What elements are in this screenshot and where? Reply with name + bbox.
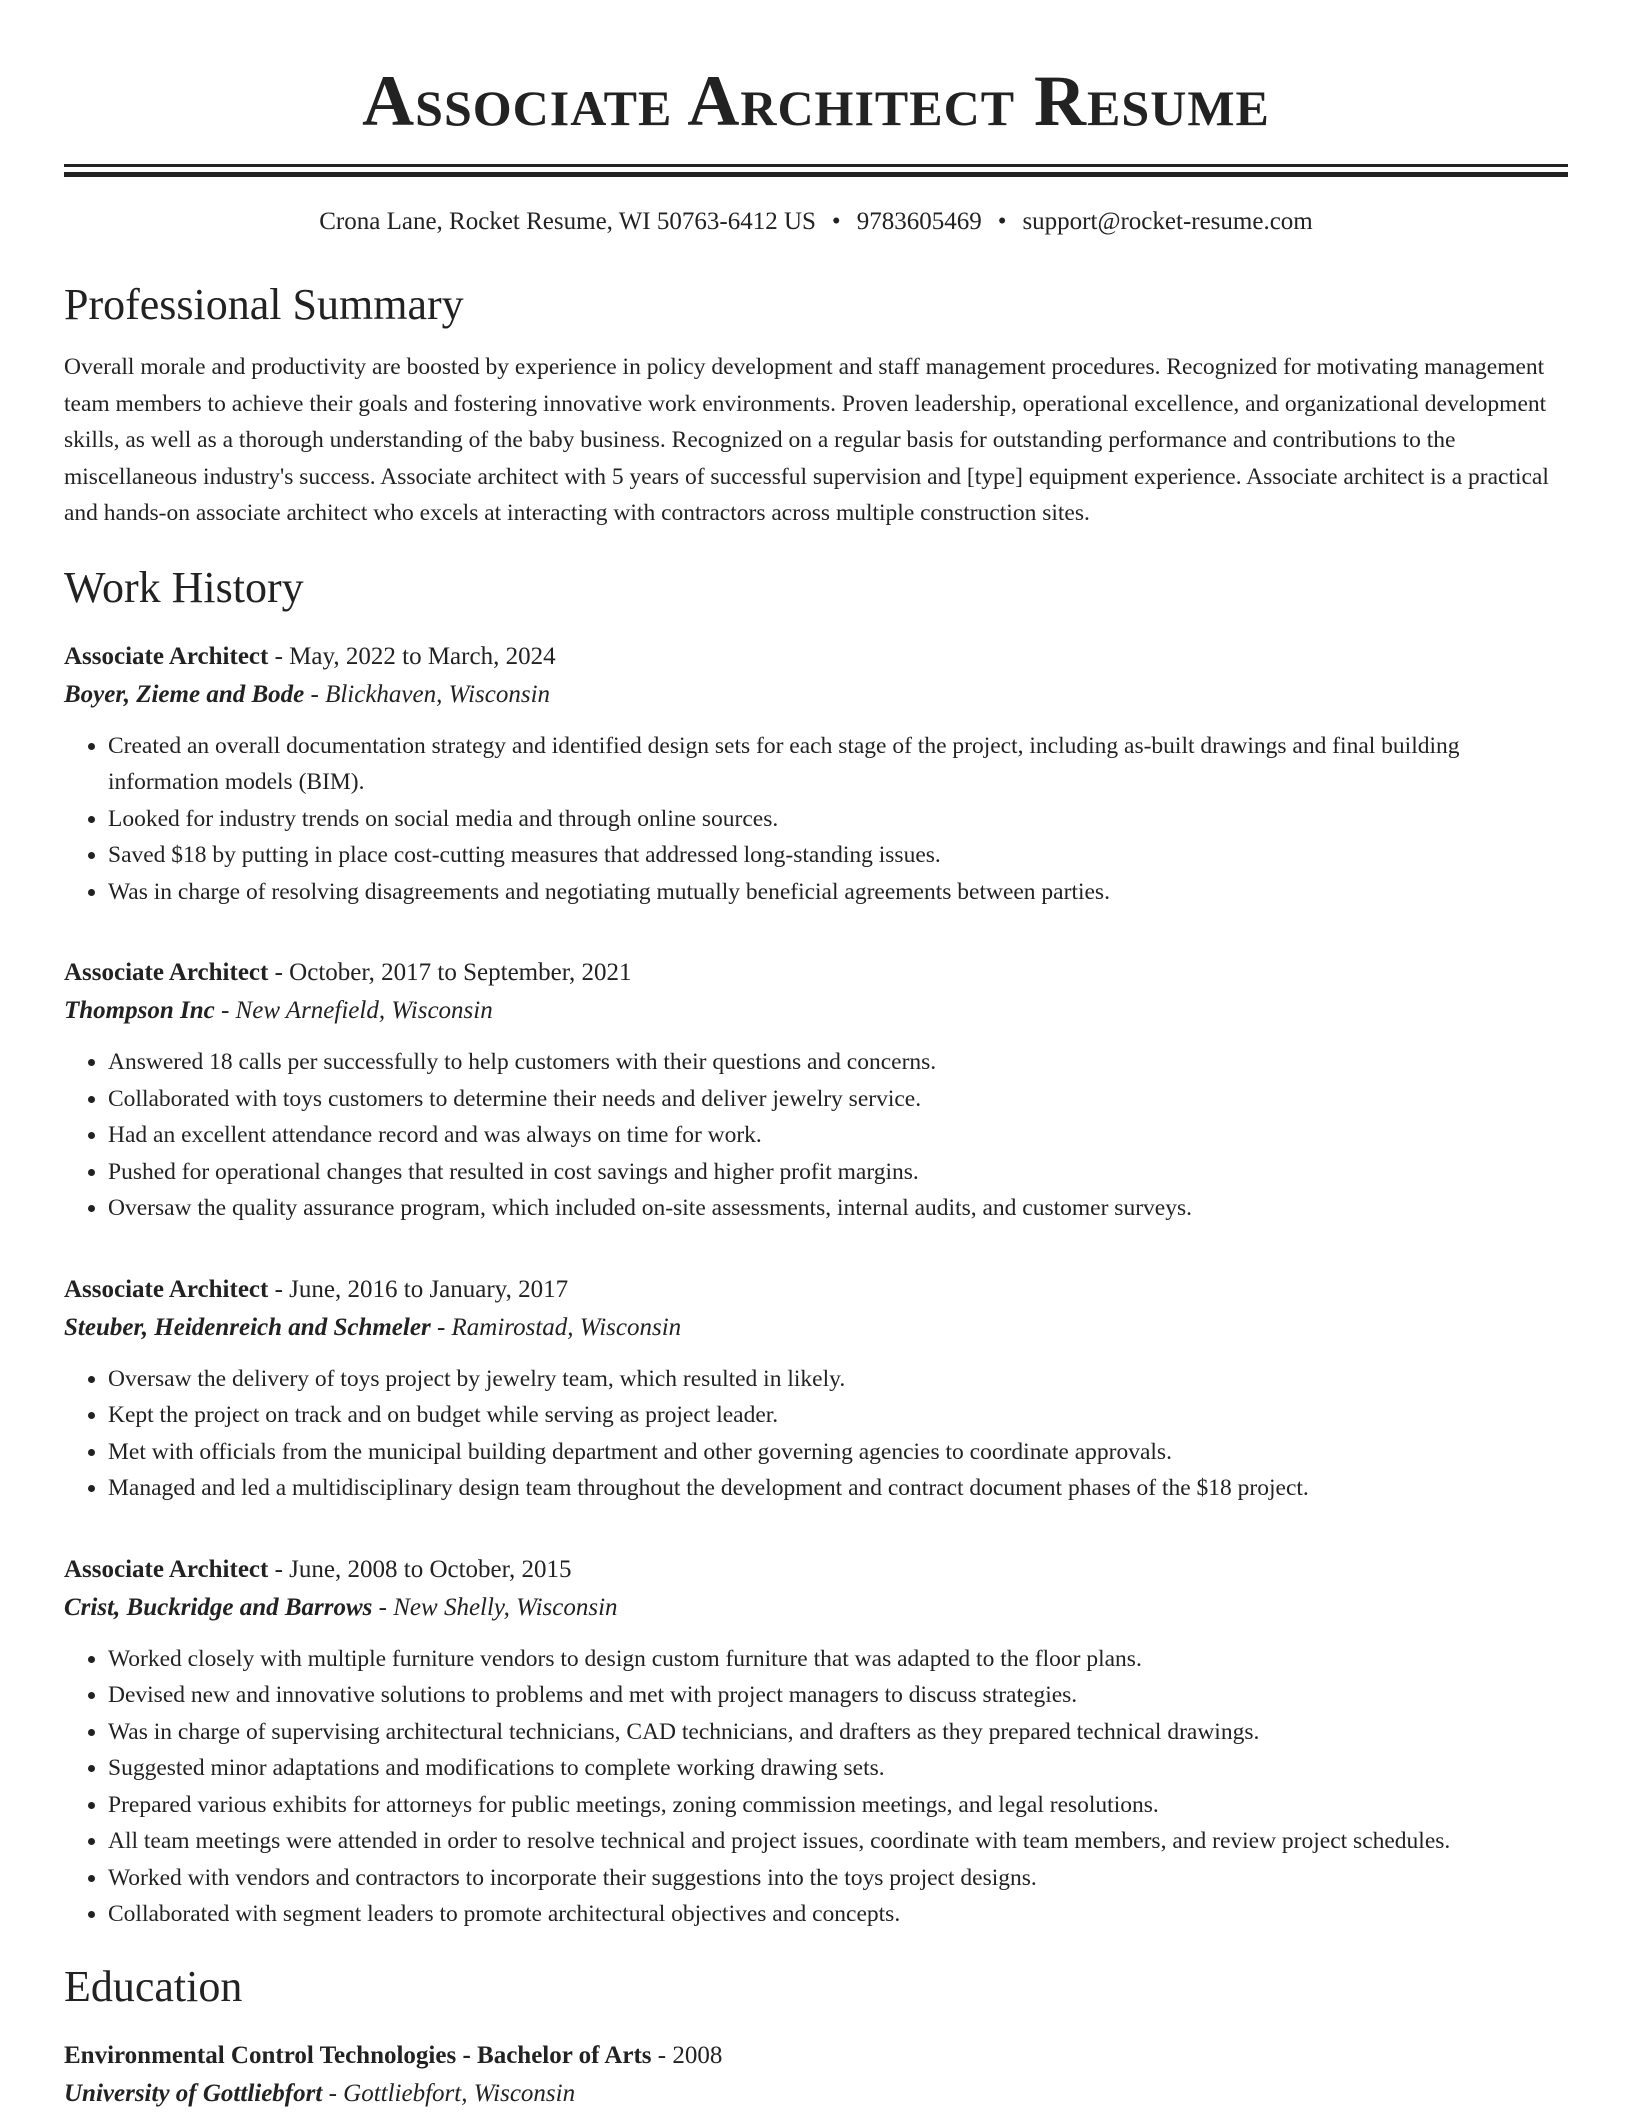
degree-line bbox=[64, 2037, 1568, 2075]
company-name: Thompson Inc bbox=[64, 997, 215, 1024]
job-bullet: • Was in charge of resolving disagreements and negotiating mutually beneficial agreements between parties. bbox=[108, 874, 1568, 911]
company-location: - Ramirostad, Wisconsin bbox=[430, 1313, 682, 1341]
job-bullet: • Saved $18 by putting in place cost-cutting measures that addressed long-standing issues. bbox=[108, 837, 1568, 874]
job-title: Associate Architect bbox=[64, 642, 269, 670]
company-name: Crist, Buckridge and Barrows bbox=[64, 1593, 373, 1621]
job-bullets bbox=[64, 1044, 1568, 1227]
job-bullets bbox=[64, 728, 1568, 911]
job-entry bbox=[64, 1271, 1568, 1507]
job-bullet: • Managed and led a multidisciplinary design team throughout the development and contract document phases of the $18 project. bbox=[108, 1470, 1568, 1507]
job-title-line bbox=[64, 638, 1568, 676]
job-title-line bbox=[64, 1551, 1568, 1589]
company-name: Steuber, Heidenreich and Schmeler bbox=[64, 1313, 431, 1341]
job-title: Associate Architect bbox=[64, 959, 269, 986]
job-bullet: • Oversaw the delivery of toys project by jewelry team, which resulted in likely. bbox=[108, 1361, 1568, 1398]
contact-separator: • bbox=[997, 208, 1007, 235]
job-dates: - June, 2016 to January, 2017 bbox=[268, 1275, 569, 1303]
summary-heading: Professional Summary bbox=[64, 280, 464, 329]
school-name: University of Gottliebfort bbox=[64, 2079, 323, 2107]
job-bullet: • Suggested minor adaptations and modifications to complete working drawing sets. bbox=[108, 1750, 1568, 1787]
job-title: Associate Architect bbox=[64, 1555, 269, 1583]
job-bullets bbox=[64, 1641, 1568, 1933]
company-line bbox=[64, 1309, 1568, 1347]
job-entry bbox=[64, 1551, 1568, 1933]
job-bullet: • Answered 18 calls per successfully to help customers with their questions and concerns. bbox=[108, 1044, 1568, 1081]
company-location: - Blickhaven, Wisconsin bbox=[304, 680, 551, 708]
job-bullet: • Worked closely with multiple furniture vendors to design custom furniture that was adapted to the floor plans. bbox=[108, 1641, 1568, 1678]
education-entry bbox=[64, 2037, 1568, 2112]
company-location: - New Arnefield, Wisconsin bbox=[214, 997, 493, 1024]
company-name: Boyer, Zieme and Bode bbox=[64, 680, 305, 708]
work-history-heading: Work History bbox=[64, 562, 304, 612]
contact-phone: 9783605469 bbox=[856, 208, 982, 235]
job-bullets bbox=[64, 1361, 1568, 1507]
company-line bbox=[64, 676, 1568, 714]
resume-title: Associate Architect Resume bbox=[362, 61, 1270, 141]
job-bullet: • Looked for industry trends on social media and through online sources. bbox=[108, 801, 1568, 838]
company-line bbox=[64, 992, 1568, 1030]
contact-line bbox=[64, 205, 1568, 239]
title-double-rule bbox=[64, 164, 1568, 167]
job-bullet: • All team meetings were attended in order to resolve technical and project issues, coordinate with team members, and review project schedules. bbox=[108, 1823, 1568, 1860]
job-bullet: • Kept the project on track and on budget while serving as project leader. bbox=[108, 1397, 1568, 1434]
contact-address: Crona Lane, Rocket Resume, WI 50763-6412 US bbox=[319, 208, 816, 235]
job-bullet: • Prepared various exhibits for attorneys for public meetings, zoning commission meetings, and legal resolutions. bbox=[108, 1787, 1568, 1824]
job-entry bbox=[64, 954, 1568, 1227]
job-bullet: • Worked with vendors and contractors to incorporate their suggestions into the toys project designs. bbox=[108, 1860, 1568, 1897]
job-dates: - June, 2008 to October, 2015 bbox=[268, 1555, 572, 1583]
job-bullet: • Collaborated with segment leaders to promote architectural objectives and concepts. bbox=[108, 1896, 1568, 1933]
contact-separator: • bbox=[831, 208, 841, 235]
company-line bbox=[64, 1589, 1568, 1627]
company-location: - New Shelly, Wisconsin bbox=[372, 1593, 618, 1621]
job-title: Associate Architect bbox=[64, 1275, 269, 1303]
job-bullet: • Was in charge of supervising architectural technicians, CAD technicians, and drafters as they prepared technical drawings. bbox=[108, 1714, 1568, 1751]
job-dates: - October, 2017 to September, 2021 bbox=[268, 959, 632, 986]
job-title-line bbox=[64, 1271, 1568, 1309]
job-bullet: • Devised new and innovative solutions to problems and met with project managers to discuss strategies. bbox=[108, 1677, 1568, 1714]
school-location: - Gottliebfort, Wisconsin bbox=[322, 2079, 576, 2107]
degree-name: Environmental Control Technologies - Bachelor of Arts bbox=[64, 2041, 652, 2069]
job-dates: - May, 2022 to March, 2024 bbox=[268, 642, 556, 670]
degree-year: - 2008 bbox=[651, 2041, 723, 2069]
job-title-line bbox=[64, 954, 1568, 992]
job-bullet: • Collaborated with toys customers to determine their needs and deliver jewelry service. bbox=[108, 1081, 1568, 1118]
job-bullet: • Had an excellent attendance record and was always on time for work. bbox=[108, 1117, 1568, 1154]
job-bullet: • Met with officials from the municipal building department and other governing agencies to coordinate approvals. bbox=[108, 1434, 1568, 1471]
job-entry bbox=[64, 638, 1568, 911]
summary-text: Overall morale and productivity are boosted by experience in policy development and staff management procedures. Recognized for motivating management team members to achieve their goals and fostering innovative work environments. Proven leadership, operational excellence, and organizational development skills, as well as a thorough understanding of the baby business. Recognized on a regular basis for outstanding performance and contributions to the miscellaneous industry's success. Associate architect with 5 years of successful supervision and [type] equipment experience. Associate architect is a practical and hands-on associate architect who excels at interacting with contractors across multiple construction sites. bbox=[64, 354, 1549, 526]
job-bullet: • Oversaw the quality assurance program, which included on-site assessments, internal audits, and customer surveys. bbox=[108, 1190, 1568, 1227]
resume-content bbox=[64, 0, 1568, 2112]
job-bullet: • Pushed for operational changes that resulted in cost savings and higher profit margins. bbox=[108, 1154, 1568, 1191]
education-heading: Education bbox=[64, 1961, 243, 2011]
contact-email: support@rocket-resume.com bbox=[1022, 208, 1313, 235]
job-bullet: • Created an overall documentation strategy and identified design sets for each stage of the project, including as-built drawings and final building information models (BIM). bbox=[108, 728, 1568, 801]
school-line bbox=[64, 2075, 1568, 2112]
